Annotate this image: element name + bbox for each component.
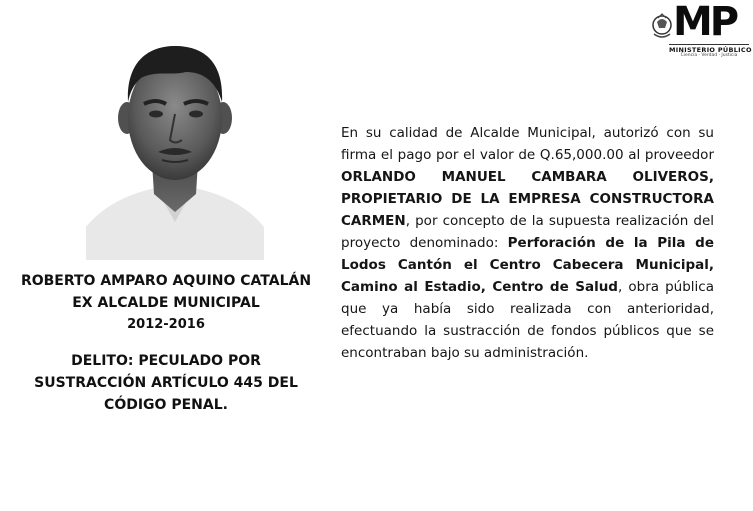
crime-line-1: DELITO: PECULADO POR <box>71 353 261 369</box>
portrait-photo <box>86 22 264 260</box>
person-period: 2012-2016 <box>127 317 205 332</box>
person-info <box>0 270 332 416</box>
crime-line-3: CÓDIGO PENAL. <box>104 397 228 413</box>
description-part-1: En su calidad de Alcalde Municipal, autorizó con su firma el pago por el valor de Q.65,000.00 al proveedor <box>341 125 714 163</box>
logo-name: MINISTERIO PÚBLICO <box>669 46 752 54</box>
description-part-2: , por concepto de la supuesta realización del proyecto denominado: <box>341 213 714 251</box>
logo-letters: MP <box>673 0 737 45</box>
person-position: EX ALCALDE MUNICIPAL <box>72 295 260 311</box>
crime-info <box>0 350 332 416</box>
description-part-3: , obra pública que ya había sido realizada con anterioridad, efectuando la sustracción de fondos públicos que se encontraban bajo su administración. <box>341 279 715 361</box>
project-name: Perforación de la Pila de Lodos Cantón el Centro Cabecera Municipal, Camino al Estadio, Centro de Salud <box>341 235 715 295</box>
supplier-name: ORLANDO MANUEL CAMBARA OLIVEROS, PROPIETARIO DE LA EMPRESA CONSTRUCTORA CARMEN <box>341 169 714 229</box>
logo-motto: Ciencia · Verdad · Justicia <box>680 53 738 58</box>
case-description <box>341 122 714 364</box>
coat-of-arms-icon <box>651 12 673 42</box>
crime-line-2: SUSTRACCIÓN ARTÍCULO 445 DEL <box>34 375 298 391</box>
person-name: ROBERTO AMPARO AQUINO CATALÁN <box>20 273 312 289</box>
ministerio-publico-logo <box>651 0 752 58</box>
